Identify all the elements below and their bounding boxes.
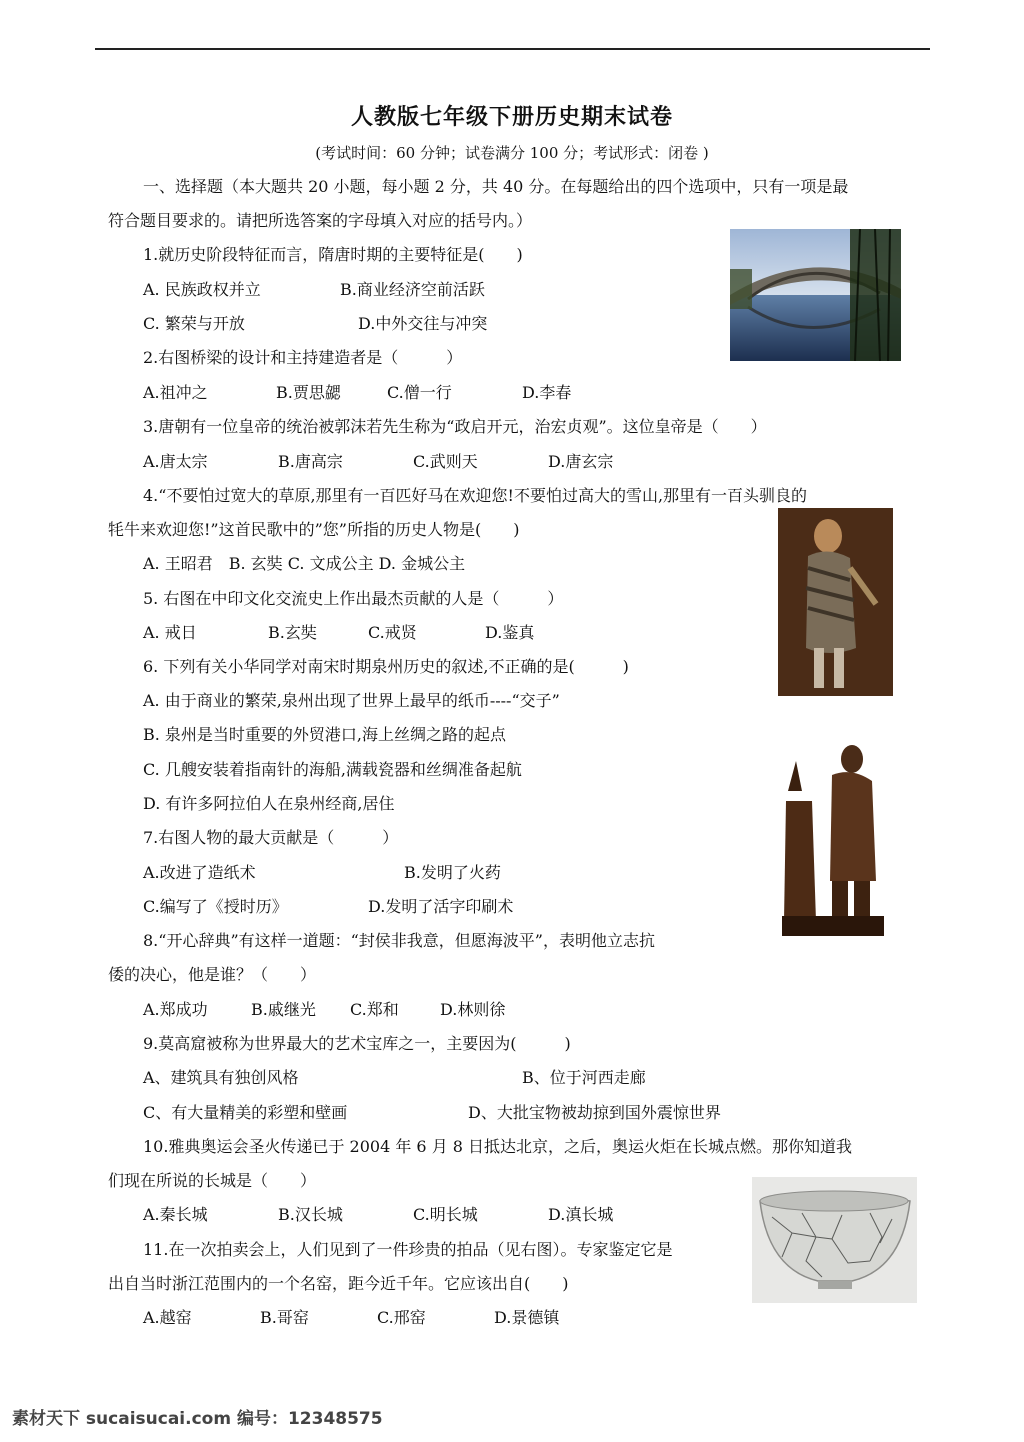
watermark: 素材天下 sucaisucai.com 编号：12348575 xyxy=(12,1409,383,1429)
question-11-option-b: B.哥窑 xyxy=(260,1308,309,1327)
question-10-option-c: C.明长城 xyxy=(413,1205,478,1224)
question-11-option-a: A.越窑 xyxy=(143,1308,192,1327)
question-2-option-d: D.李春 xyxy=(522,383,572,402)
question-1-stem: 1.就历史阶段特征而言，隋唐时期的主要特征是( ) xyxy=(143,245,523,264)
question-11-option-d: D.景德镇 xyxy=(494,1308,560,1327)
question-9-option-b: B、位于河西走廊 xyxy=(522,1068,646,1087)
question-8-option-c: C.郑和 xyxy=(350,1000,399,1019)
question-3-option-a: A.唐太宗 xyxy=(143,452,208,471)
page-title: 人教版七年级下册历史期末试卷 xyxy=(350,104,673,130)
question-6-option-a: A. 由于商业的繁荣,泉州出现了世界上最早的纸币----“交子” xyxy=(143,691,560,710)
porcelain-bowl-photo xyxy=(752,1177,917,1303)
question-10-option-d: D.滇长城 xyxy=(548,1205,614,1224)
question-7-option-a: A.改进了造纸术 xyxy=(143,863,256,882)
question-4-stem: 4.“不要怕过宽大的草原,那里有一百匹好马在欢迎您!不要怕过高大的雪山,那里有一百头驯良的 xyxy=(143,486,808,505)
question-11-stem: 11.在一次拍卖会上，人们见到了一件珍贵的拍品（见右图）。专家鉴定它是 xyxy=(143,1240,673,1259)
question-6-option-c: C. 几艘安装着指南针的海船,满载瓷器和丝绸准备起航 xyxy=(143,760,522,779)
question-6-option-d: D. 有许多阿拉伯人在泉州经商,居住 xyxy=(143,794,395,813)
question-3-stem: 3.唐朝有一位皇帝的统治被郭沫若先生称为“政启开元，治宏贞观”。这位皇帝是（ ） xyxy=(143,417,767,436)
question-7-stem: 7.右图人物的最大贡献是（ ） xyxy=(143,828,399,847)
question-8-option-d: D.林则徐 xyxy=(440,1000,506,1019)
question-9-option-d: D、大批宝物被劫掠到国外震惊世界 xyxy=(468,1103,721,1122)
question-10-option-a: A.秦长城 xyxy=(143,1205,208,1224)
question-8-option-b: B.戚继光 xyxy=(251,1000,316,1019)
question-2-option-a: A.祖冲之 xyxy=(143,383,208,402)
question-5-stem: 5. 右图在中印文化交流史上作出最杰贡献的人是（ ） xyxy=(143,589,564,608)
question-5-option-d: D.鉴真 xyxy=(485,623,535,642)
section-intro: 一、选择题（本大题共 20 小题，每小题 2 分，共 40 分。在每题给出的四个选项中，只有一项是最 xyxy=(143,177,849,196)
question-8-stem: 8.“开心辞典”有这样一道题：“封侯非我意，但愿海波平”，表明他立志抗 xyxy=(143,931,655,950)
question-1-option-c: C. 繁荣与开放 xyxy=(143,314,245,333)
question-8-stem-cont: 倭的决心，他是谁？（ ） xyxy=(108,965,317,984)
question-5-option-b: B.玄奘 xyxy=(268,623,317,642)
question-7-option-c: C.编写了《授时历》 xyxy=(143,897,288,916)
question-4-options: A. 王昭君 B. 玄奘 C. 文成公主 D. 金城公主 xyxy=(143,554,466,573)
question-2-option-c: C.僧一行 xyxy=(387,383,452,402)
question-5-option-a: A. 戒日 xyxy=(143,623,197,642)
question-9-option-a: A、建筑具有独创风格 xyxy=(143,1068,299,1087)
question-10-stem: 10.雅典奥运会圣火传递已于 2004 年 6 月 8 日抵达北京，之后，奥运火炬在长城点燃。那你知道我 xyxy=(143,1137,853,1156)
question-11-stem-cont: 出自当时浙江范围内的一个名窑，距今近千年。它应该出自( ) xyxy=(108,1274,569,1293)
question-11-option-c: C.邢窑 xyxy=(377,1308,426,1327)
question-6-option-b: B. 泉州是当时重要的外贸港口,海上丝绸之路的起点 xyxy=(143,725,507,744)
exam-info: (考试时间：60 分钟；试卷满分 100 分；考试形式：闭卷 ) xyxy=(315,144,709,162)
question-8-option-a: A.郑成功 xyxy=(143,1000,208,1019)
question-4-stem-cont: 牦牛来欢迎您!”这首民歌中的”您”所指的历史人物是( ) xyxy=(108,520,520,539)
section-intro-cont: 符合题目要求的。请把所选答案的字母填入对应的括号内。） xyxy=(108,211,533,230)
question-1-option-a: A. 民族政权并立 xyxy=(143,280,261,299)
question-10-option-b: B.汉长城 xyxy=(278,1205,343,1224)
question-10-stem-cont: 们现在所说的长城是（ ） xyxy=(108,1171,317,1190)
statue-photo xyxy=(782,731,884,936)
question-3-option-b: B.唐高宗 xyxy=(278,452,343,471)
question-6-stem: 6. 下列有关小华同学对南宋时期泉州历史的叙述,不正确的是( ) xyxy=(143,657,629,676)
top-rule xyxy=(95,48,930,50)
question-9-option-c: C、有大量精美的彩塑和壁画 xyxy=(143,1103,348,1122)
question-3-option-d: D.唐玄宗 xyxy=(548,452,614,471)
question-1-option-b: B.商业经济空前活跃 xyxy=(340,280,485,299)
bridge-photo xyxy=(730,229,901,361)
question-5-option-c: C.戒贤 xyxy=(368,623,417,642)
question-2-option-b: B.贾思勰 xyxy=(276,383,341,402)
question-7-option-d: D.发明了活字印刷术 xyxy=(368,897,514,916)
xuanzang-portrait xyxy=(778,508,893,696)
question-7-option-b: B.发明了火药 xyxy=(404,863,501,882)
question-3-option-c: C.武则天 xyxy=(413,452,478,471)
question-9-stem: 9.莫高窟被称为世界最大的艺术宝库之一，主要因为( ) xyxy=(143,1034,571,1053)
question-1-option-d: D.中外交往与冲突 xyxy=(358,314,488,333)
question-2-stem: 2.右图桥梁的设计和主持建造者是（ ） xyxy=(143,348,463,367)
